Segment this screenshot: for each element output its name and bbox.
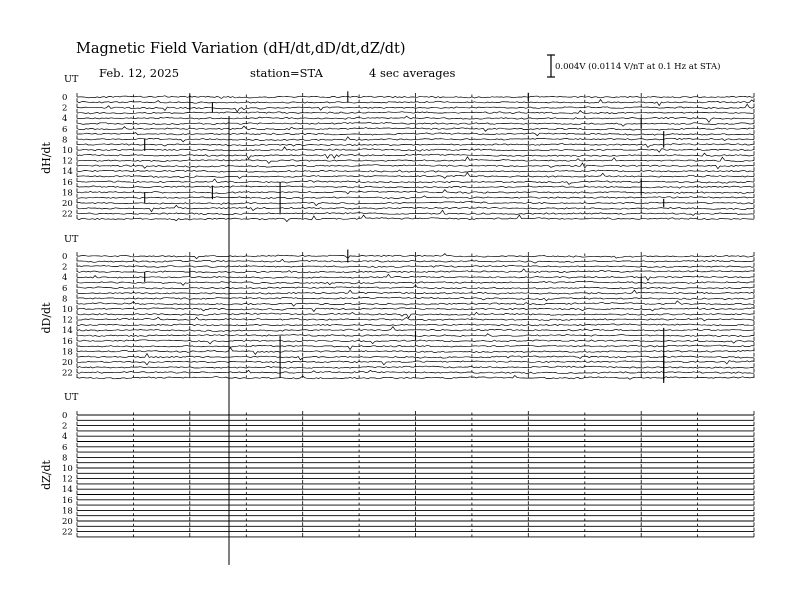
hour-label: 4 (62, 432, 68, 443)
hour-label: 2 (62, 262, 68, 273)
panel-dz-ylabel: dZ/dt (40, 460, 53, 490)
panel-dh-time-axis-label: UT (64, 74, 79, 85)
chart-title: Magnetic Field Variation (dH/dt,dD/dt,dZ/dt) (76, 41, 406, 57)
hour-label: 22 (62, 368, 73, 379)
panel-dd-dt (40, 234, 754, 383)
hour-label: 18 (62, 347, 73, 358)
averaging-label: 4 sec averages (369, 66, 456, 80)
hour-label: 0 (62, 252, 68, 262)
panel-dz-dt (40, 392, 754, 538)
panel-dh-hour-labels (62, 93, 73, 220)
panel-dd-ticks (77, 252, 754, 378)
hour-label: 0 (62, 411, 68, 421)
hour-label: 14 (62, 167, 73, 178)
panel-dh-ylabel: dH/dt (40, 142, 53, 174)
panel-dd-time-axis-label: UT (64, 234, 79, 245)
hour-label: 20 (62, 199, 73, 209)
hour-label: 16 (62, 336, 73, 347)
hour-label: 20 (62, 358, 73, 368)
hour-label: 6 (62, 124, 68, 135)
panel-dd-events (145, 250, 664, 384)
panel-dz-hour-labels (62, 411, 73, 538)
panel-dd-ylabel: dD/dt (40, 302, 53, 334)
hour-label: 22 (62, 209, 73, 220)
hour-label: 10 (62, 305, 73, 315)
hour-label: 10 (62, 146, 73, 156)
hour-label: 10 (62, 464, 73, 474)
panel-dz-time-axis-label: UT (64, 392, 79, 403)
panel-dd-hour-labels (62, 252, 73, 379)
panel-dz-ticks (77, 411, 754, 537)
scale-bar (547, 55, 555, 77)
hour-label: 6 (62, 283, 68, 294)
hour-label: 12 (62, 474, 73, 485)
date-label: Feb. 12, 2025 (99, 66, 180, 80)
hour-label: 8 (62, 294, 68, 305)
scale-label: 0.004V (0.0114 V/nT at 0.1 Hz at STA) (555, 62, 721, 72)
hour-label: 8 (62, 453, 68, 464)
hour-label: 16 (62, 495, 73, 506)
hour-label: 8 (62, 135, 68, 146)
hour-label: 14 (62, 326, 73, 337)
hour-label: 20 (62, 517, 73, 527)
hour-label: 4 (62, 114, 68, 125)
station-label: station=STA (250, 66, 323, 80)
hour-label: 16 (62, 177, 73, 188)
hour-label: 12 (62, 315, 73, 326)
hour-label: 18 (62, 506, 73, 517)
hour-label: 0 (62, 93, 68, 103)
hour-label: 14 (62, 485, 73, 496)
hour-label: 4 (62, 273, 68, 284)
hour-label: 12 (62, 156, 73, 167)
panel-dh-events (145, 91, 664, 213)
hour-label: 2 (62, 103, 68, 114)
panel-dh-dt (40, 74, 754, 222)
hour-label: 18 (62, 188, 73, 199)
hour-label: 2 (62, 421, 68, 432)
hour-label: 22 (62, 527, 73, 538)
hour-label: 6 (62, 442, 68, 453)
